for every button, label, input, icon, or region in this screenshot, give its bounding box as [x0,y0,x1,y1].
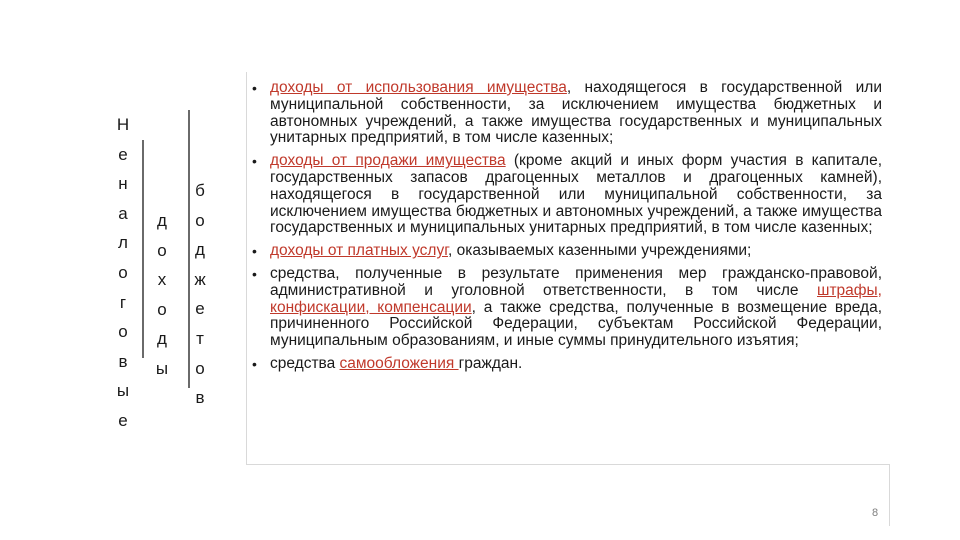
letter: о [118,262,128,282]
letter: д [157,211,167,230]
letter: о [195,210,205,230]
bullet-marker: • [252,355,257,372]
letter: ы [116,381,130,401]
letter: о [195,358,205,378]
list-item [252,80,882,147]
revenue-list [252,80,882,379]
letter: о [157,299,167,319]
letter: о [157,240,167,260]
vertical-word-dohody [152,206,172,384]
item-text: граждан. [458,354,523,372]
letter: о [118,322,128,342]
letter: а [118,203,128,223]
item-text: средства [270,354,340,372]
bullet-marker: • [252,153,257,170]
letter: е [195,299,205,319]
item-text: , а также средства, полученные в возмещение вреда, причиненного Российской Федерации, субъектам Российской Федерации, муниципальным образованиям, и иные суммы принудительного изъятия; [270,298,883,350]
frame-line-left [246,72,247,464]
list-item [252,153,882,237]
bullet-marker: • [252,243,257,260]
vertical-word-budzhetov [190,176,210,413]
letter: е [118,410,128,430]
highlighted-term: доходы от использования имущества [270,79,567,96]
highlighted-term: штрафы, конфискации, компенсации [270,281,882,316]
item-text: , находящегося в государственной или муниципальной собственности, за исключением имущества бюджетных и автономных учреждений, а также имущества государственных и муниципальных унитарных предприятий, в том числе казенных; [270,79,882,147]
highlighted-term: доходы от продажи имущества [270,152,506,170]
letter: д [157,329,167,349]
vertical-word-nenalogovye [113,110,133,436]
letter: Н [116,115,130,134]
list-item [252,266,882,350]
page-number: 8 [872,507,879,519]
letter: в [118,351,128,371]
item-text: (кроме акций и иных форм участия в капитале, государственных запасов драгоценных металлов и драгоценных камней), находящегося в государственной или муниципальной собственности, за исключением имущества бюджетных и автономных учреждений, а также имущества государственных и муниципальных унитарных предприятий, в том числе казенных; [270,152,882,237]
frame-line-right [889,464,890,526]
letter: ы [155,358,169,378]
bullet-marker: • [252,265,257,282]
frame-line-bottom [246,464,890,465]
highlighted-term: доходы от платных услуг [270,242,448,260]
item-text: , оказываемых казенными учреждениями; [447,242,752,260]
letter: н [118,174,128,194]
item-text: средства, полученные в результате применения мер гражданско-правовой, административной и уголовной ответственности, в том числе [270,264,882,299]
highlighted-term: самообложения [339,354,459,372]
letter: л [118,233,128,253]
bullet-marker: • [252,80,257,96]
letter: б [195,181,205,200]
list-item [252,356,882,373]
letter: е [118,144,128,164]
list-item [252,243,882,260]
letter: д [195,240,205,260]
letter: ж [194,269,206,289]
letter: т [196,328,204,348]
letter: х [157,270,167,290]
vertical-rule-left [142,140,144,358]
letter: в [195,388,205,408]
letter: г [119,292,127,312]
